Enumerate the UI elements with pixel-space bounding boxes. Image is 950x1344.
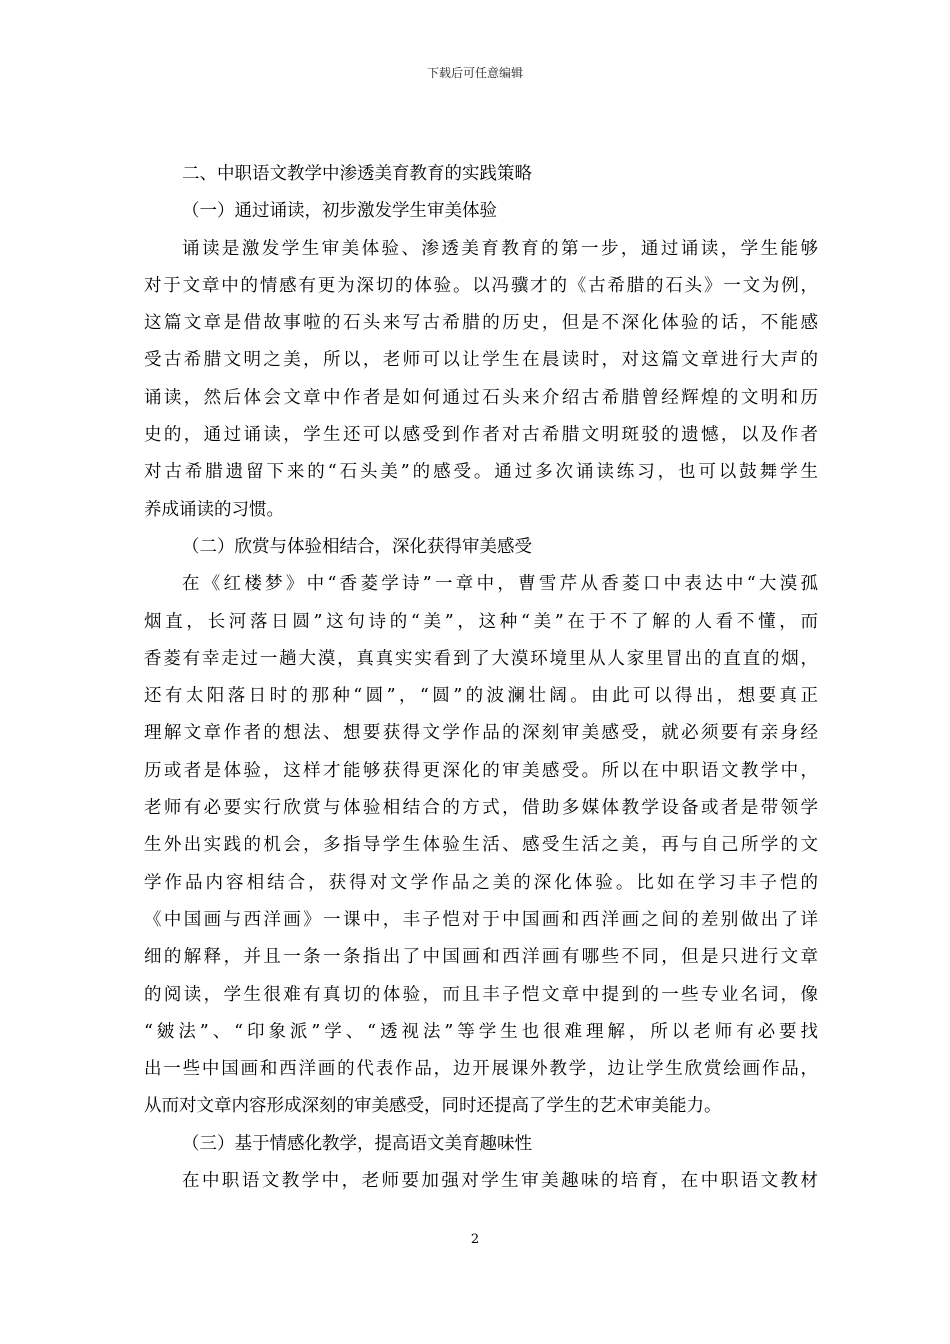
text-line: 《中国画与西洋画》一课中，丰子恺对于中国画和西洋画之间的差别做出了详 <box>144 909 818 930</box>
text-line: 细的解释，并且一条一条指出了中国画和西洋画有哪些不同，但是只进行文章 <box>144 947 818 968</box>
text-line: 从而对文章内容形成深刻的审美感受，同时还提高了学生的艺术审美能力。 <box>144 1096 722 1117</box>
text-line: （二）欣赏与体验相结合，深化获得审美感受 <box>182 536 532 557</box>
text-line: 在《红楼梦》中“香菱学诗”一章中，曹雪芹从香菱口中表达中“大漠孤 <box>182 574 818 595</box>
text-line: 养成诵读的习惯。 <box>144 499 284 520</box>
paragraph <box>144 231 818 529</box>
document-body <box>144 156 818 1200</box>
text-line: （一）通过诵读，初步激发学生审美体验 <box>182 201 497 222</box>
section-heading <box>144 193 818 230</box>
text-line: 在中职语文教学中，老师要加强对学生审美趣味的培育，在中职语文教材 <box>182 1171 818 1192</box>
text-line: （三）基于情感化教学，提高语文美育趣味性 <box>182 1133 532 1154</box>
text-line: 二、中职语文教学中渗透美育教育的实践策略 <box>182 164 532 184</box>
text-line: 香菱有幸走过一趟大漠，真真实实看到了大漠环境里从人家里冒出的直直的烟， <box>144 648 818 669</box>
paragraph <box>144 1163 818 1200</box>
text-line: 出一些中国画和西洋画的代表作品，边开展课外教学，边让学生欣赏绘画作品， <box>144 1059 818 1080</box>
section-heading <box>144 156 818 193</box>
text-line: 对于文章中的情感有更为深切的体验。以冯骥才的《古希腊的石头》一文为例， <box>144 275 818 296</box>
text-line: 历或者是体验，这样才能够获得更深化的审美感受。所以在中职语文教学中， <box>144 760 818 781</box>
text-line: 这篇文章是借故事啦的石头来写古希腊的历史，但是不深化体验的话，不能感 <box>144 313 818 334</box>
text-line: 受古希腊文明之美，所以，老师可以让学生在晨读时，对这篇文章进行大声的 <box>144 350 818 371</box>
text-line: 老师有必要实行欣赏与体验相结合的方式，借助多媒体教学设备或者是带领学 <box>144 798 818 819</box>
page-number: 2 <box>470 1232 480 1247</box>
text-line: 理解文章作者的想法、想要获得文学作品的深刻审美感受，就必须要有亲身经 <box>144 723 818 744</box>
text-line: 生外出实践的机会，多指导学生体验生活、感受生活之美，再与自己所学的文 <box>144 835 818 856</box>
text-line: 烟直，长河落日圆”这句诗的“美”，这种“美”在于不了解的人看不懂，而 <box>144 611 818 632</box>
text-line: 还有太阳落日时的那种“圆”，“圆”的波澜壮阔。由此可以得出，想要真正 <box>144 686 818 707</box>
text-line: 的阅读，学生很难有真切的体验，而且丰子恺文章中提到的一些专业名词，像 <box>144 984 818 1005</box>
section-heading <box>144 1126 818 1163</box>
text-line: 对古希腊遗留下来的“石头美”的感受。通过多次诵读练习，也可以鼓舞学生 <box>144 462 818 483</box>
text-line: “皴法”、“印象派”学、“透视法”等学生也很难理解，所以老师有必要找 <box>144 1021 818 1042</box>
text-line: 诵读是激发学生审美体验、渗透美育教育的第一步，通过诵读，学生能够 <box>182 238 818 259</box>
section-heading <box>144 529 818 566</box>
text-line: 史的，通过诵读，学生还可以感受到作者对古希腊文明斑驳的遗憾，以及作者 <box>144 425 818 446</box>
text-line: 学作品内容相结合，获得对文学作品之美的深化体验。比如在学习丰子恺的 <box>144 872 818 893</box>
paragraph <box>144 566 818 1125</box>
page-header: 下载后可任意编辑 <box>426 66 523 80</box>
text-line: 诵读，然后体会文章中作者是如何通过石头来介绍古希腊曾经辉煌的文明和历 <box>144 387 818 408</box>
